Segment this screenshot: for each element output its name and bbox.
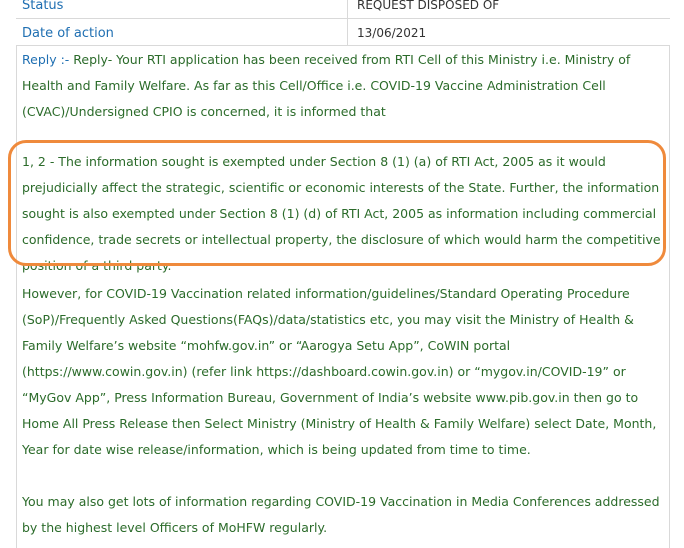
media-conference-paragraph: You may also get lots of information regarding COVID-19 Vaccination in Media Conferences addressed by the highest level Officers of MoHFW regularly. (22, 494, 660, 535)
reply-intro-text: Reply- Your RTI application has been received from RTI Cell of this Ministry i.e. Ministry of Health and Family Welfare. As far as this Cell/Office i.e. COVID-19 Vaccine Administration Cell (CVAC)/Undersigned CPIO is concerned, it is informed that (22, 52, 631, 119)
status-value: REQUEST DISPOSED OF (357, 0, 500, 12)
reply-intro-paragraph (22, 47, 670, 125)
date-of-action-row (16, 19, 670, 46)
status-divider (347, 0, 348, 18)
exemption-paragraph: 1, 2 - The information sought is exempted under Section 8 (1) (a) of RTI Act, 2005 as it would prejudicially affect the strategic, scientific or economic interests of the State. Further, the information sought is also exempted under Section 8 (1) (d) of RTI Act, 2005 as information including commercial confidence, trade secrets or intellectual property, the disclosure of which would harm the competitive position of a third party. (22, 154, 661, 273)
reply-label: Reply :- (22, 52, 70, 67)
however-paragraph: However, for COVID-19 Vaccination related information/guidelines/Standard Operating Procedure (SoP)/Frequently Asked Questions(FAQs)/data/statistics etc, you may visit the Ministry of Health & Family Welfare’s website “mohfw.gov.in” or “Aarogya Setu App”, CoWIN portal (https://www.cowin.gov.in) (refer link https://dashboard.cowin.gov.in) or “mygov.in/COVID-19” or “MyGov App”, Press Information Bureau, Government of India’s website www.pib.gov.in then go to Home All Press Release then Select Ministry (Ministry of Health & Family Welfare) select Date, Month, Year for date wise release/information, which is being updated from time to time. (22, 286, 657, 457)
status-row (16, 0, 670, 19)
exemption-highlight-box (8, 140, 666, 266)
status-label: Status (22, 0, 64, 13)
date-of-action-label: Date of action (22, 26, 114, 41)
date-divider (347, 19, 348, 45)
date-of-action-value: 13/06/2021 (357, 26, 427, 40)
